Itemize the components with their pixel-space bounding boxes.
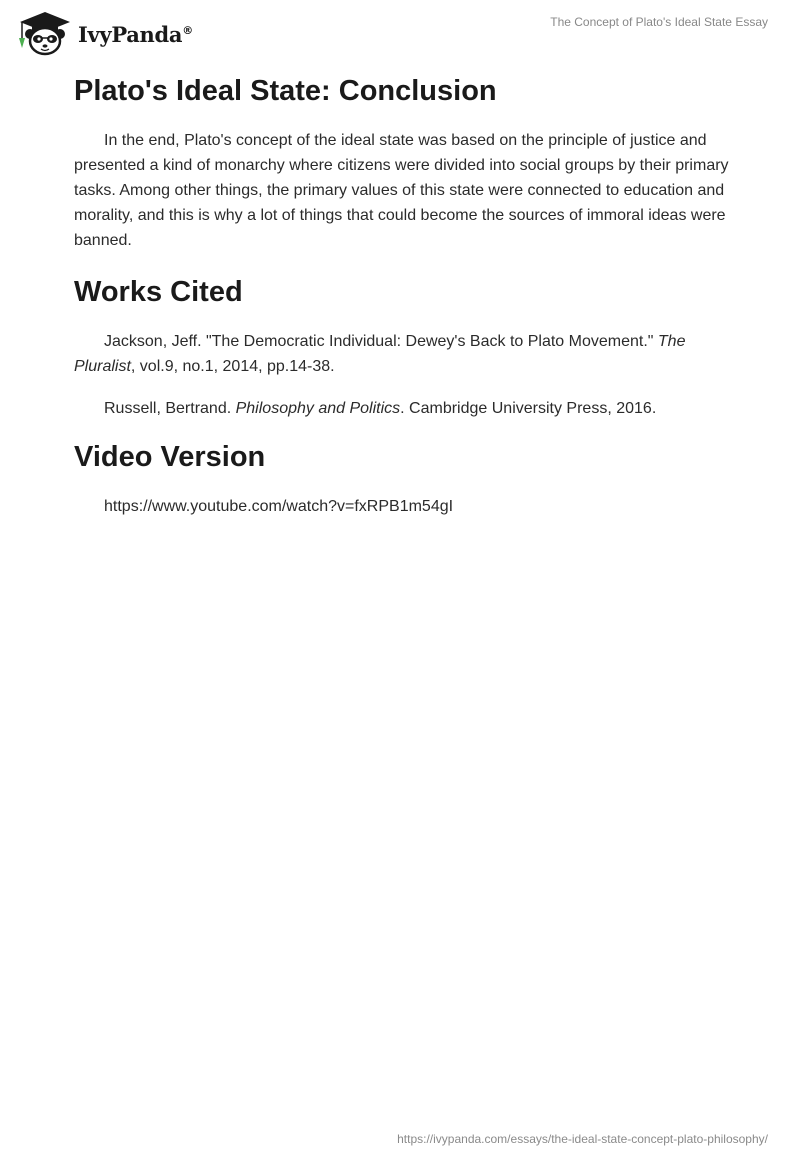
works-cited-heading: Works Cited: [74, 276, 243, 308]
brand-name: IvyPanda®: [78, 21, 193, 47]
document-title: The Concept of Plato's Ideal State Essay: [550, 15, 768, 29]
video-version-heading: Video Version: [74, 441, 266, 473]
citation-item: Russell, Bertrand. Philosophy and Politics. Cambridge University Press, 2016.: [104, 400, 657, 417]
essay-content: [74, 72, 734, 519]
conclusion-heading: Plato's Ideal State: Conclusion: [74, 75, 497, 107]
panda-graduate-icon: [16, 8, 74, 56]
brand-logo[interactable]: [16, 8, 193, 56]
conclusion-paragraph: In the end, Plato's concept of the ideal state was based on the principle of justice and presented a kind of monarchy where citizens were divided into social groups by their primary tasks. Among other things, the primary values of this state were connected to education and morality, and this is why a lot of things that could become the sources of immoral ideas were banned.: [74, 132, 729, 249]
page-header: [0, 0, 800, 62]
citation-item: Jackson, Jeff. "The Democratic Individual: Dewey's Back to Plato Movement." The Pluralist, vol.9, no.1, 2014, pp.14-38.: [74, 333, 686, 375]
source-url[interactable]: https://ivypanda.com/essays/the-ideal-state-concept-plato-philosophy/: [397, 1132, 768, 1146]
video-link[interactable]: https://www.youtube.com/watch?v=fxRPB1m54gI: [104, 498, 454, 515]
